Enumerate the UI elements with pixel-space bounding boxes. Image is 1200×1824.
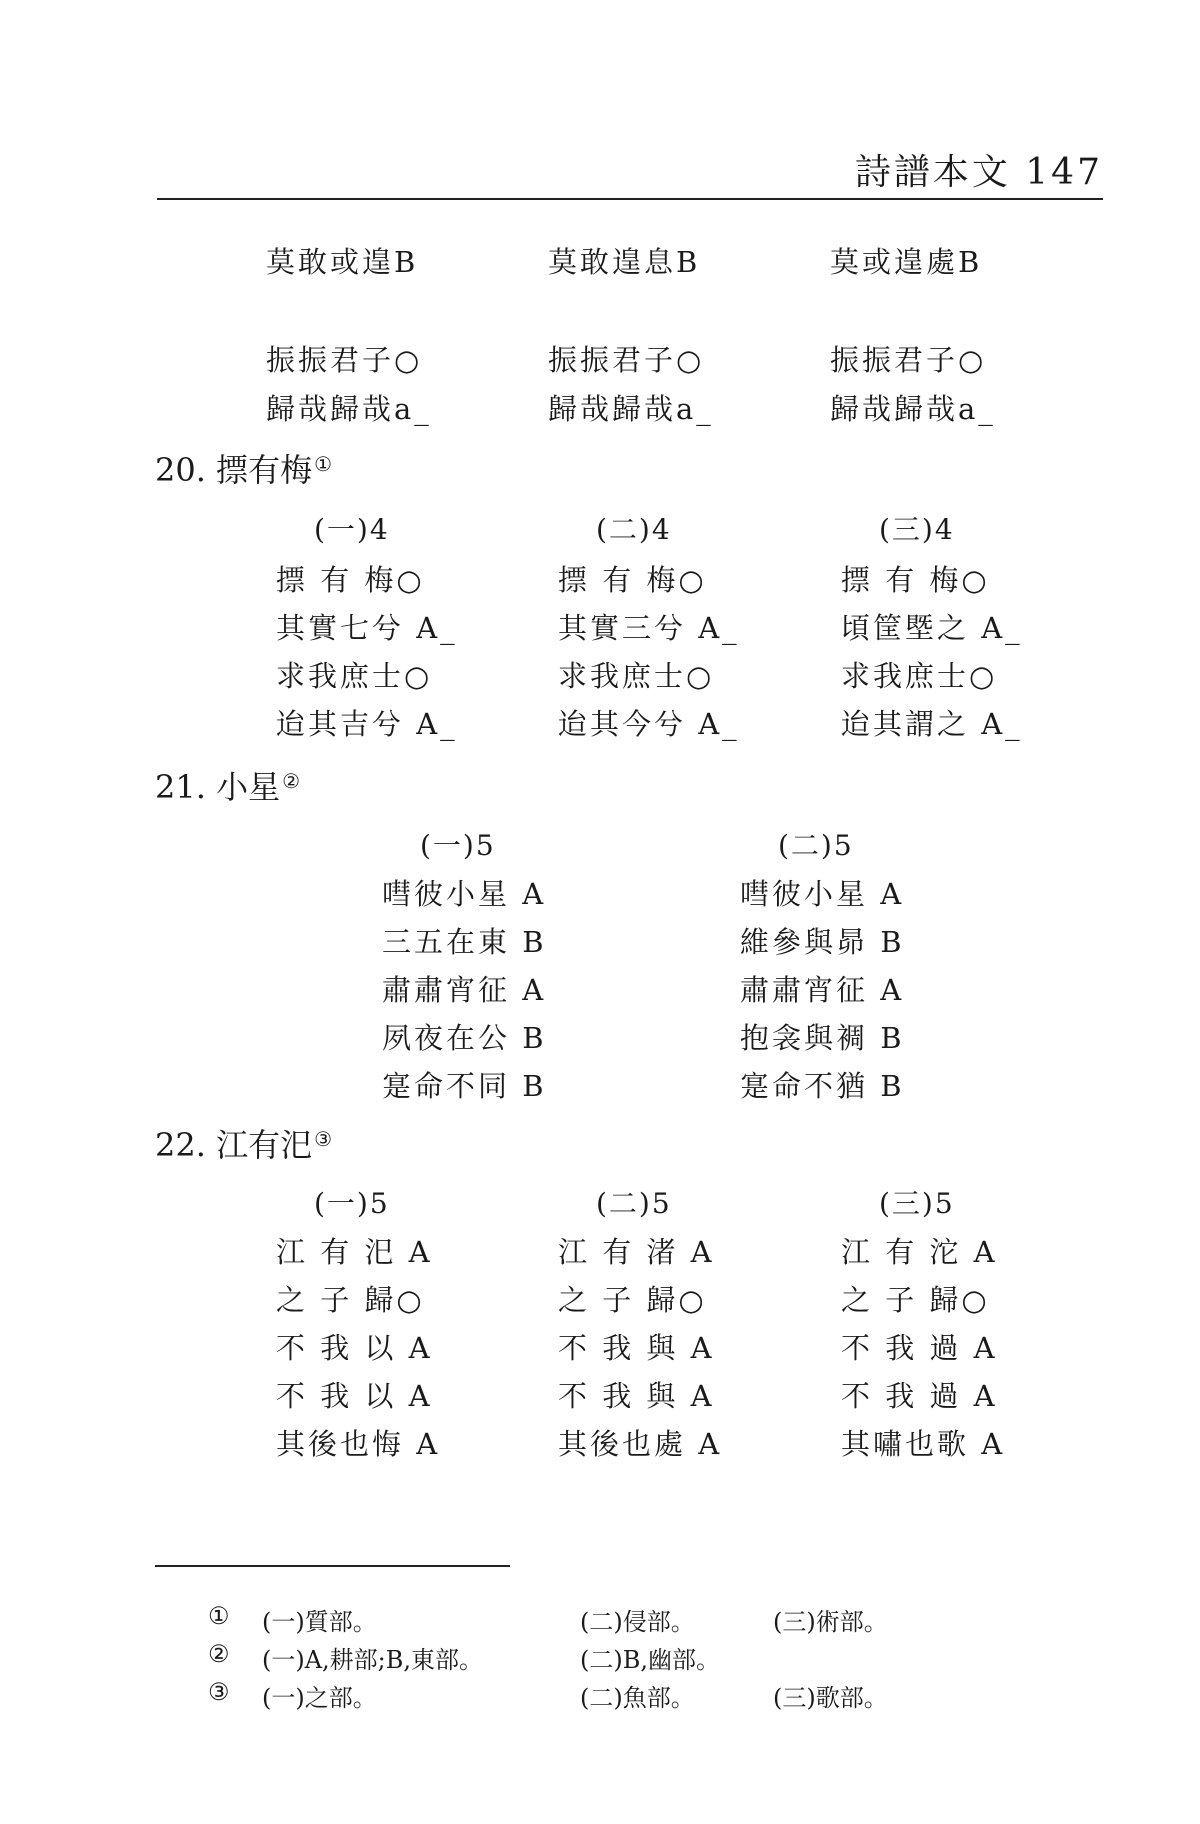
- section-name: 小星: [216, 768, 281, 806]
- header-title-page-number: 詩譜本文 147: [854, 152, 1103, 193]
- poem-line: 振振君子○: [548, 343, 705, 377]
- footnote-text: (一)質部。: [262, 1608, 377, 1636]
- poem-line: 迨其今兮 A_: [558, 707, 740, 741]
- poem-line: 頃筐塈之 A_: [841, 611, 1023, 645]
- footnote-text: (二)B,幽部。: [580, 1646, 720, 1674]
- section-number: 21.: [155, 768, 206, 806]
- poem-line: 其嘯也歌 A: [841, 1427, 1006, 1461]
- poem-line: 之 子 歸○: [276, 1283, 425, 1317]
- poem-line: 維參與昴 B: [740, 925, 905, 959]
- stanza-heading: (三)5: [879, 1187, 955, 1220]
- poem-line: 不 我 與 A: [558, 1331, 715, 1365]
- poem-line: 寔命不猶 B: [740, 1069, 905, 1103]
- poem-line: 其後也悔 A: [276, 1427, 441, 1461]
- section-number: 22.: [155, 1126, 206, 1164]
- poem-line: 不 我 以 A: [276, 1331, 433, 1365]
- poem-line: 嘒彼小星 A: [740, 877, 905, 911]
- footnote-mark: ①: [208, 1602, 230, 1630]
- poem-line: 寔命不同 B: [382, 1069, 547, 1103]
- poem-line: 不 我 與 A: [558, 1379, 715, 1413]
- poem-line: 摽 有 梅○: [841, 563, 990, 597]
- poem-line: 江 有 沱 A: [841, 1235, 998, 1269]
- poem-line: 其後也處 A: [558, 1427, 723, 1461]
- footnote-ref[interactable]: ①: [314, 452, 333, 476]
- stanza-heading: (一)5: [314, 1187, 390, 1220]
- poem-line: 歸哉歸哉a_: [266, 392, 432, 426]
- poem-line: 歸哉歸哉a_: [830, 392, 996, 426]
- poem-line: 不 我 以 A: [276, 1379, 433, 1413]
- footnote-text: (一)A,耕部;B,東部。: [262, 1646, 484, 1674]
- footnote-text: (二)侵部。: [580, 1608, 695, 1636]
- footnote-mark: ③: [208, 1678, 230, 1706]
- poem-line: 嘒彼小星 A: [382, 877, 547, 911]
- poem-line: 之 子 歸○: [841, 1283, 990, 1317]
- section-name: 摽有梅: [216, 451, 313, 489]
- section-title: [155, 445, 332, 491]
- poem-line: 求我庶士○: [276, 659, 433, 693]
- poem-line: 其實七兮 A_: [276, 611, 458, 645]
- poem-line: 江 有 汜 A: [276, 1235, 433, 1269]
- poem-line: 求我庶士○: [558, 659, 715, 693]
- footnote-ref[interactable]: ③: [314, 1127, 333, 1151]
- section-title: [155, 762, 300, 808]
- section-title: [155, 1120, 332, 1166]
- poem-line: 三五在東 B: [382, 925, 547, 959]
- stanza-heading: (二)5: [778, 829, 854, 862]
- footnote-mark: ②: [208, 1640, 230, 1668]
- stanza-heading: (三)4: [879, 513, 955, 546]
- poem-line: 不 我 過 A: [841, 1379, 998, 1413]
- poem-line: 莫或遑處B: [830, 245, 983, 279]
- running-header: [157, 140, 1103, 200]
- poem-line: 肅肅宵征 A: [382, 973, 547, 1007]
- footnote-text: (二)魚部。: [580, 1684, 695, 1712]
- section-number: 20.: [155, 451, 206, 489]
- footnote-rule: [155, 1565, 510, 1567]
- poem-line: 迨其吉兮 A_: [276, 707, 458, 741]
- poem-line: 振振君子○: [830, 343, 987, 377]
- poem-line: 其實三兮 A_: [558, 611, 740, 645]
- footnote-text: (三)歌部。: [773, 1684, 888, 1712]
- footnote-text: (三)術部。: [773, 1608, 888, 1636]
- poem-line: 莫敢遑息B: [548, 245, 701, 279]
- poem-line: 江 有 渚 A: [558, 1235, 715, 1269]
- stanza-heading: (一)4: [314, 513, 390, 546]
- poem-line: 肅肅宵征 A: [740, 973, 905, 1007]
- footnote-text: (一)之部。: [262, 1684, 377, 1712]
- stanza-heading: (二)5: [596, 1187, 672, 1220]
- header-rule: [157, 198, 1103, 200]
- poem-line: 莫敢或遑B: [266, 245, 419, 279]
- poem-line: 摽 有 梅○: [558, 563, 707, 597]
- poem-line: 摽 有 梅○: [276, 563, 425, 597]
- footnote-ref[interactable]: ②: [282, 769, 301, 793]
- stanza-heading: (一)5: [420, 829, 496, 862]
- poem-line: 抱衾與裯 B: [740, 1021, 905, 1055]
- poem-line: 求我庶士○: [841, 659, 998, 693]
- poem-line: 迨其謂之 A_: [841, 707, 1023, 741]
- stanza-heading: (二)4: [596, 513, 672, 546]
- poem-line: 振振君子○: [266, 343, 423, 377]
- poem-line: 之 子 歸○: [558, 1283, 707, 1317]
- poem-line: 夙夜在公 B: [382, 1021, 547, 1055]
- poem-line: 歸哉歸哉a_: [548, 392, 714, 426]
- poem-line: 不 我 過 A: [841, 1331, 998, 1365]
- section-name: 江有汜: [216, 1126, 313, 1164]
